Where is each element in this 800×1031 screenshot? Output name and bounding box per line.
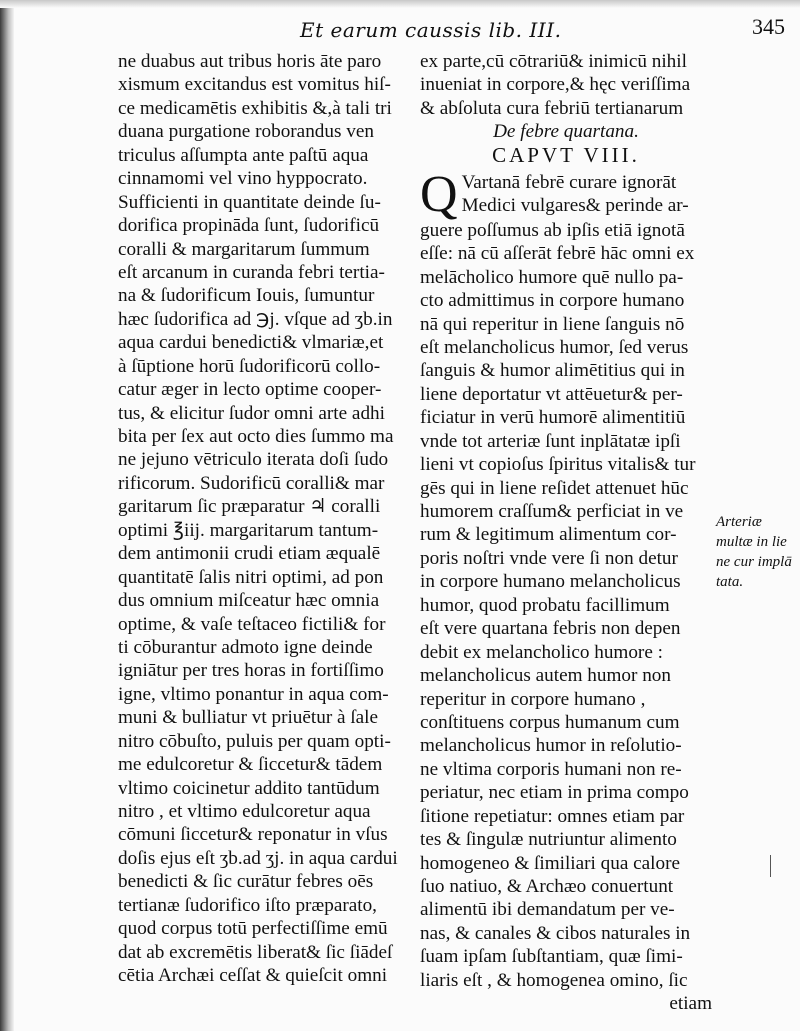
text-line: debit ex melancholico humore : <box>420 641 663 663</box>
text-line: ſanguis & humor alimētitius qui in <box>420 360 685 382</box>
text-line: guere poſſumus ab ipſis etiā ignotā <box>420 219 685 241</box>
text-line: ſitione repetiatur: omnes etiam par <box>420 805 685 827</box>
text-line: melancholicus autem humor non <box>420 665 671 687</box>
text-line: cinnamomi vel vino hyppocrato. <box>118 168 368 190</box>
text-line: à ſūptione horū ſudorificorū collo- <box>118 355 381 377</box>
text-line: bita per ſex aut octo dies ſummo ma <box>118 426 394 447</box>
text-line: Medici vulgares& perinde ar- <box>461 195 689 217</box>
text-line: vltimo coicinetur addito tantūdum <box>118 777 380 799</box>
text-line: nas, & canales & cibos naturales in <box>420 922 691 944</box>
text-line: quantitatē ſalis nitri optimi, ad pon <box>118 566 384 588</box>
text-line: gēs qui in liene reſidet attenuet hūc <box>420 477 689 499</box>
drop-cap: Q <box>420 165 458 223</box>
text-line: in corpore humano melancholicus <box>420 571 681 593</box>
text-line: hæc ſudorifica ad ℈j. vſque ad ʒb.in <box>118 308 393 330</box>
text-line: triculus aſſumpta ante paſtū aqua <box>118 144 369 166</box>
text-line: melancholicus humor in reſolutio- <box>420 735 682 757</box>
text-line: tertianæ ſudorifico iſto præparato, <box>118 894 377 916</box>
scan-shadow-top <box>0 0 800 8</box>
text-line: liene deportatur vt attēuetur& per- <box>420 383 683 405</box>
text-line: garitarum ſic præparatur ♃ coralli <box>118 496 381 518</box>
text-line: Sufficienti in quantitate deinde ſu- <box>118 191 381 213</box>
text-line: cto admittimus in corpore humano <box>420 290 685 312</box>
text-line: ti cōburantur admoto igne deinde <box>118 636 373 658</box>
text-line: dorifica propināda ſunt, ſudorificū <box>118 215 380 237</box>
running-title: Et earum caussis lib. III. <box>300 18 562 42</box>
stray-ink-mark <box>770 855 771 877</box>
page-number: 345 <box>752 14 785 39</box>
text-line: reperitur in corpore humano , <box>420 688 646 710</box>
dropcap-paragraph-start <box>420 165 712 223</box>
text-line: ſuo natiuo, & Archæo conuertunt <box>420 876 674 897</box>
text-line: tes & ſingulæ nutriuntur alimento <box>420 829 677 851</box>
catchword: etiam <box>669 993 712 1015</box>
marginal-note-line: Arteriæ <box>716 514 762 530</box>
marginal-note <box>716 512 792 592</box>
text-line: vnde tot arteriæ ſunt inplātatæ ipſi <box>420 430 681 452</box>
text-line: dus omnium miſceatur hæc omnia <box>118 590 380 612</box>
text-line: igniātur per tres horas in fortiſſimo <box>118 660 384 682</box>
text-line: poris noſtri vnde vere ſi non detur <box>420 547 678 569</box>
right-column <box>420 50 712 1016</box>
text-line: & abſoluta cura febriū tertianarum <box>420 97 684 119</box>
text-line: benedicti & ſic curātur febres oēs <box>118 871 374 893</box>
text-line: eſt arcanum in curanda febri tertia- <box>118 261 385 283</box>
text-line: me edulcoretur & ſiccetur& tādem <box>118 754 383 776</box>
text-line: na & ſudorificum Iouis, ſumuntur <box>118 285 375 307</box>
text-line: xismum excitandus est vomitus hiſ- <box>118 74 391 96</box>
text-line: liaris eſt , & homogenea omino, ſic <box>420 969 688 991</box>
text-line: nitro , et vltimo edulcoretur aqua <box>118 801 371 822</box>
text-line: inueniat in corpore,& hęc veriſſima <box>420 74 691 96</box>
text-line: periatur, nec etiam in prima compo <box>420 782 689 804</box>
text-line: homogeneo & ſimiliari qua calore <box>420 852 681 874</box>
text-line: humor, quod probatu facillimum <box>420 594 670 616</box>
section-subtitle: De febre quartana. <box>493 121 639 143</box>
text-line: dem antimonii crudi etiam æqualē <box>118 543 381 565</box>
text-line: ex parte,cū cōtrariū& inimicū nihil <box>420 51 687 72</box>
chapter-title: CAPVT VIII. <box>492 142 640 167</box>
text-line: coralli & margaritarum ſummum <box>118 238 370 260</box>
text-line: alimentū ibi demandatum per ve- <box>420 899 675 921</box>
text-line: ficiatur in verū humorē alimentitiū <box>420 407 686 429</box>
text-line: nā qui reperitur in liene ſanguis nō <box>420 313 685 335</box>
text-line: conſtituens corpus humanum cum <box>420 711 680 733</box>
text-line: optimi ℥iij. margaritarum tantum- <box>118 519 379 541</box>
text-line: lieni vt copioſus ſpiritus vitalis& tur <box>420 454 696 476</box>
marginal-note-line: ne cur implā <box>716 554 792 570</box>
text-line: eſt vere quartana febris non depen <box>420 618 681 640</box>
text-line: duana purgatione roborandus ven <box>118 121 374 143</box>
text-line: eſt melancholicus humor, ſed verus <box>420 336 689 358</box>
text-line: humorem craſſum& perficiat in ve <box>420 501 684 522</box>
text-line: aqua cardui benedicti& vlmariæ,et <box>118 332 384 354</box>
text-line: rum & legitimum alimentum cor- <box>420 524 677 546</box>
scan-shadow-left <box>0 0 14 1031</box>
text-line: ce medicamētis exhibitis &,à tali tri <box>118 97 392 119</box>
text-line: dat ab excremētis liberat& ſic ſiādeſ <box>118 941 393 963</box>
marginal-note-line: multæ in lie <box>716 534 787 550</box>
left-column <box>118 50 408 988</box>
text-line: doſis ejus eſt ʒb.ad ʒj. in aqua cardui <box>118 847 398 869</box>
text-line: tus, & elicitur ſudor omni arte adhi <box>118 402 385 424</box>
marginal-note-line: tata. <box>716 574 744 590</box>
text-line: cētia Archæi ceſſat & quieſcit omni <box>118 965 388 987</box>
text-line: ne jejuno vētriculo iterata doſi ſudo <box>118 449 389 471</box>
text-line: nitro cōbuſto, puluis per quam opti- <box>118 730 391 752</box>
text-line: cōmuni ſiccetur& reponatur in vſus <box>118 824 388 846</box>
text-line: ne duabus aut tribus horis āte paro <box>118 51 382 72</box>
text-line: melācholico humore quē nullo pa- <box>420 266 684 288</box>
text-line: ſuam ipſam ſubſtantiam, quæ ſimi- <box>420 946 683 968</box>
text-line: eſſe: nā cū aſſerāt febrē hāc omni ex <box>420 243 695 265</box>
text-line: catur æger in lecto optime cooper- <box>118 379 382 401</box>
text-line: igne, vltimo ponantur in aqua com- <box>118 683 389 705</box>
text-line: ne vltima corporis humani non re- <box>420 758 682 780</box>
text-line: quod corpus totū perfectiſſime emū <box>118 918 388 940</box>
text-line: Vartanā febrē curare ignorāt <box>461 171 677 193</box>
text-line: rificorum. Sudorificū coralli& mar <box>118 472 385 494</box>
text-line: optime, & vaſe teſtaceo fictili& for <box>118 613 386 635</box>
text-line: muni & bulliatur vt priuētur à ſale <box>118 707 379 729</box>
